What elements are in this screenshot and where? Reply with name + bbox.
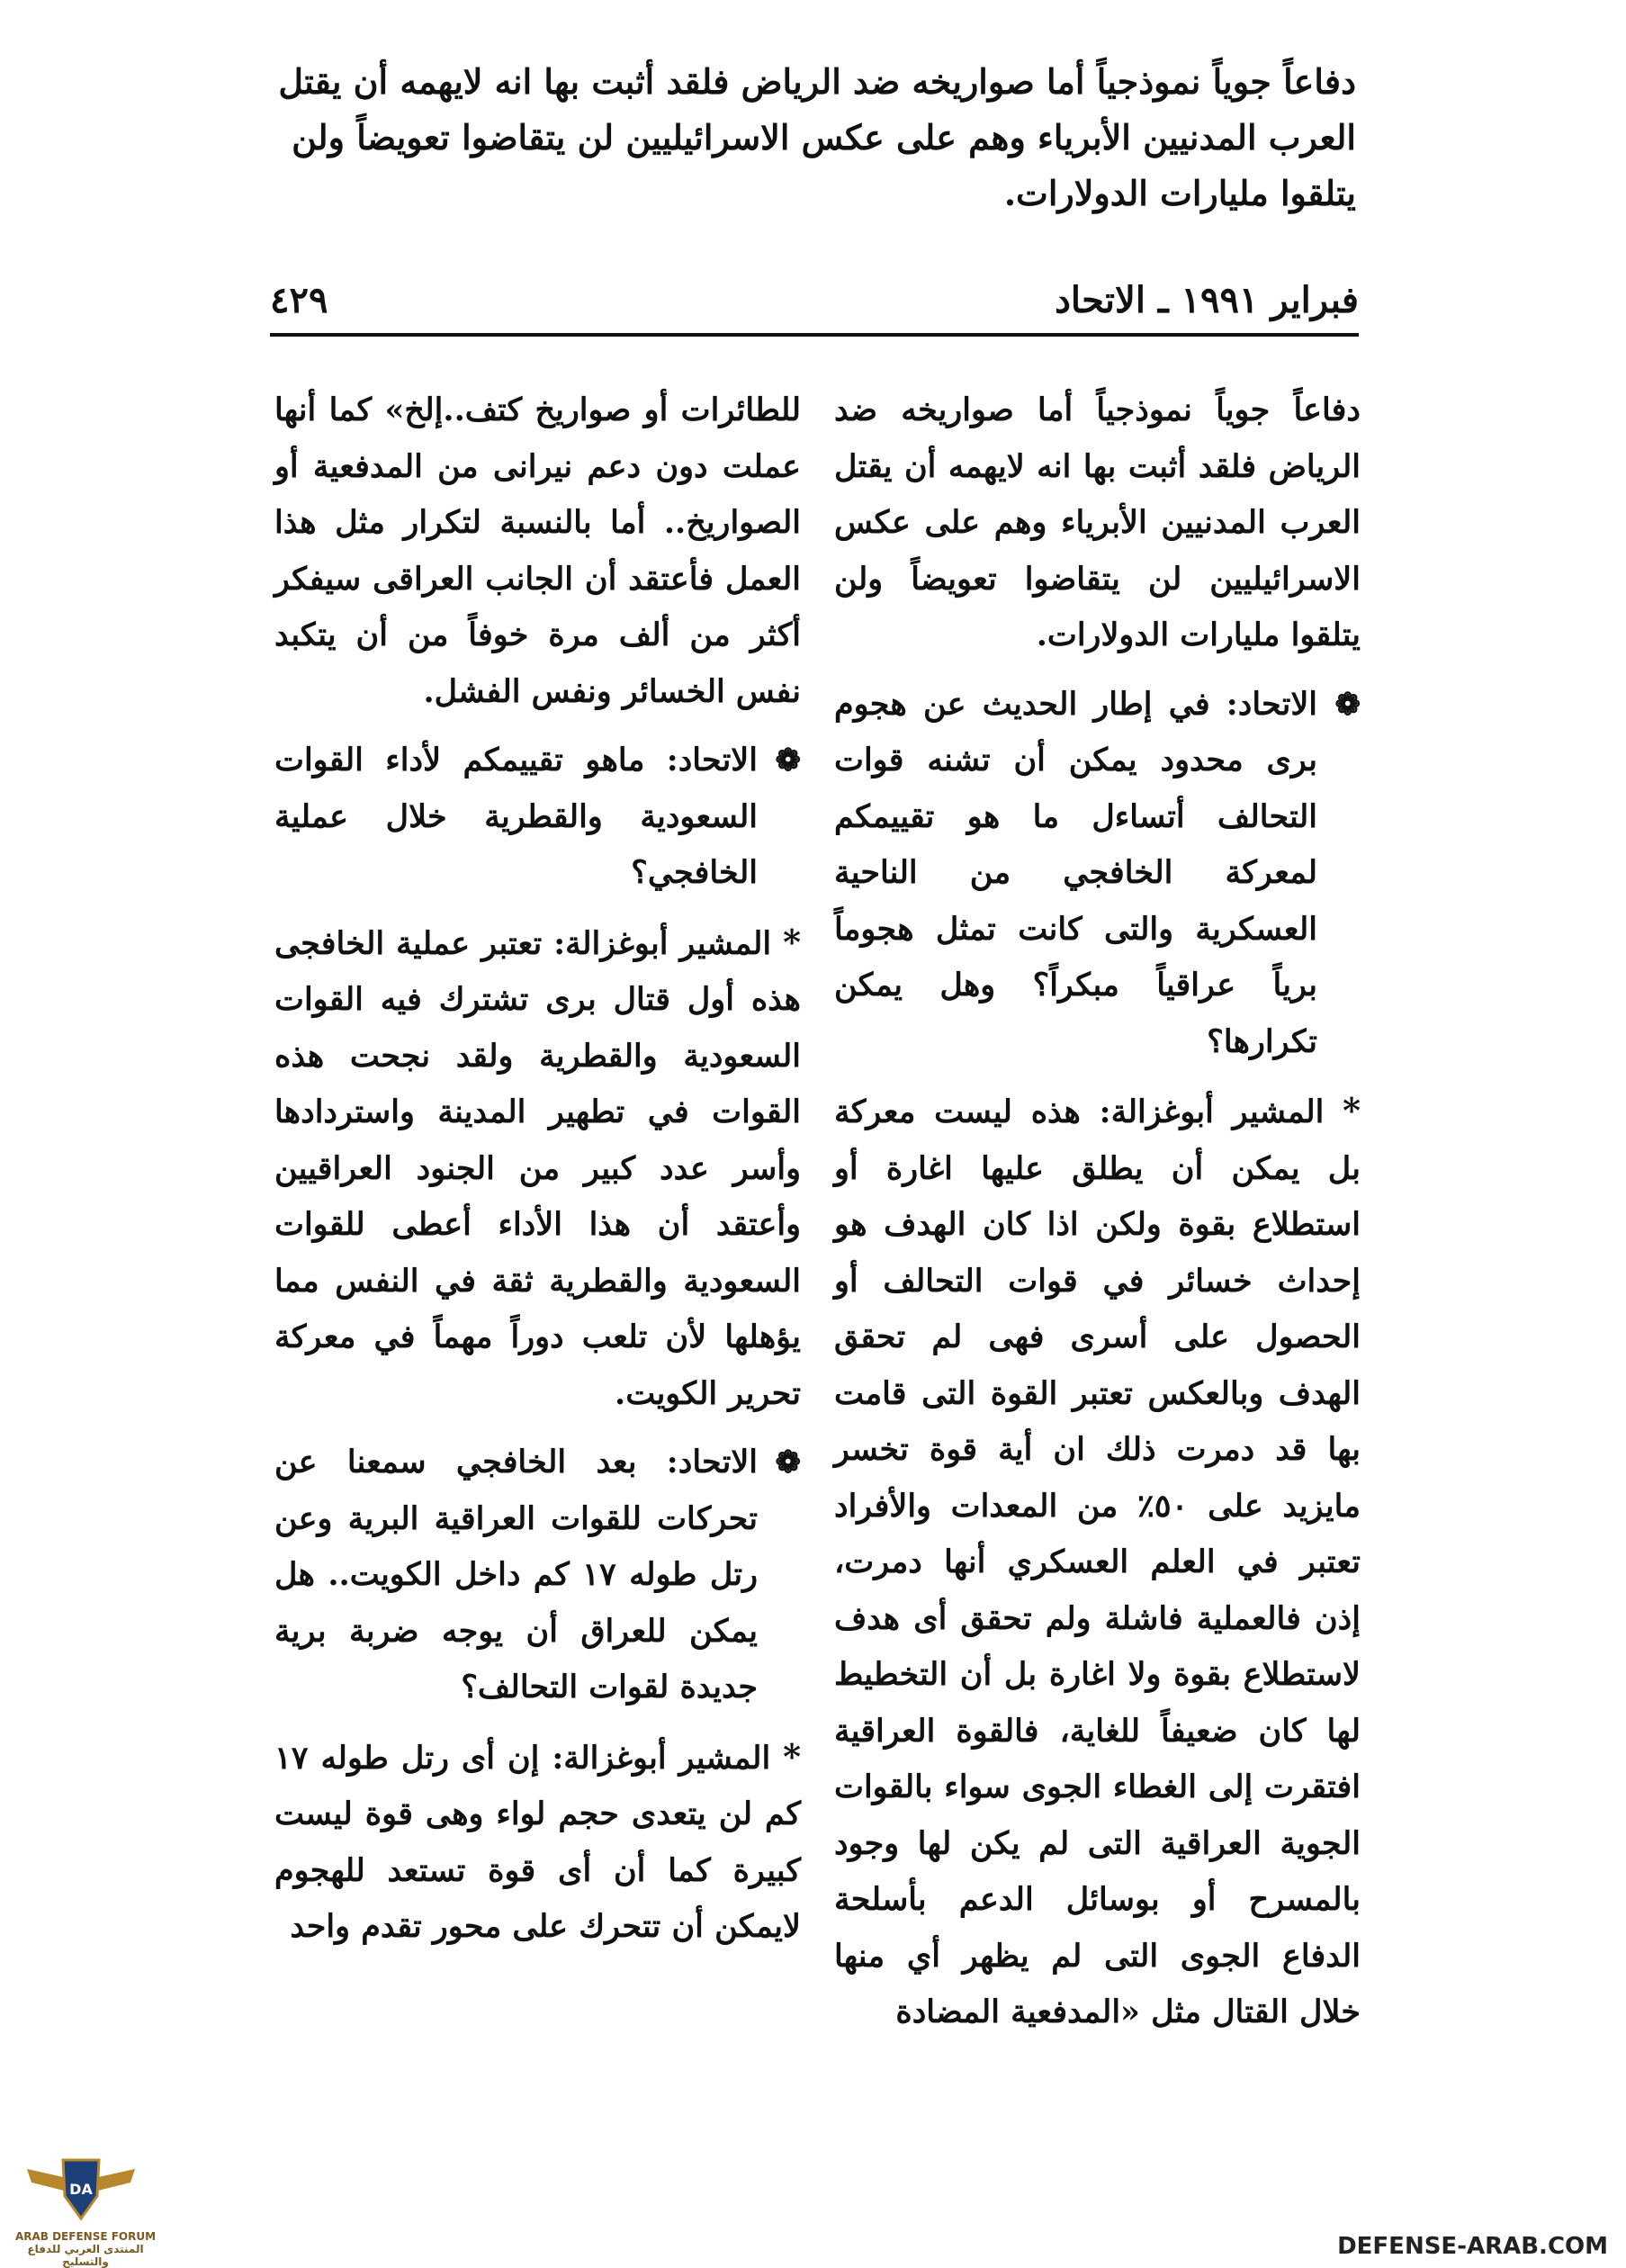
paragraph: للطائرات أو صواريخ كتف..إلخ» كما أنها عملت دون دعم نيرانى من المدفعية أو الصواريخ.. أما بالنسبة لتكرار مثل هذا العمل فأعتقد أن الجانب العراقى سيفكر أكثر من ألف مرة خوفاً من أن يتكبد نفس الخسائر ونفس الفشل. [274, 392, 801, 710]
answer-text: المشير أبوغزالة: تعتبر عملية الخافجى هذه أول قتال برى تشترك فيه القوات السعودية والقطرية ولقد نجحت هذه القوات في تطهير المدينة واستردادها وأسر عدد كبير من الجنود العراقيين وأعتقد أن هذا الأداء أعطى للقوات السعودية والقطرية ثقة في النفس مما يؤهلها لأن تلعب دوراً مهماً في معركة تحرير الكويت. [274, 924, 801, 1412]
question-text: الاتحاد: في إطار الحديث عن هجوم برى محدود يمكن أن تشنه قوات التحالف أتساءل ما هو تقييمكم لمعركة الخافجي من الناحية العسكرية والتى كانت تمثل هجوماً برياً عراقياً مبكراً؟ وهل يمكن تكرارها؟ [834, 685, 1317, 1060]
answer-text: المشير أبوغزالة: هذه ليست معركة بل يمكن أن يطلق عليها اغارة أو استطلاع بقوة ولكن اذا كان الهدف هو إحداث خسائر في قوات التحالف أو الحصول على أسرى فهى لم تحقق الهدف وبالعكس تعتبر القوة التى قامت بها قد دمرت ذلك ان أية قوة تخسر مايزيد على ٥٠٪ من المعدات والأفراد تعتبر في العلم العسكري أنها دمرت، إذن فالعملية فاشلة ولم تحقق أى هدف لاستطلاع بقوة ولا اغارة بل أن التخطيط لها كان ضعيفاً للغاية، فالقوة العراقية افتقرت إلى الغطاء الجوى سواء بالقوات الجوية العراقية التى لم يكن لها وجود بالمسرح أو بوسائل الدعم بأسلحة الدفاع الجوى التى لم يظهر أي منها خلال القتال مثل «المدفعية المضادة [834, 1094, 1361, 2030]
star-icon: * [1343, 1090, 1361, 1130]
paragraph: دفاعاً جوياً نموذجياً أما صواريخه ضد الرياض فلقد أثبت بها انه لايهمه أن يقتل العرب المدنيين الأبرياء وهم على عكس الاسرائيليين لن يتقاضوا تعويضاً ولن يتلقوا مليارات الدولارات. [834, 392, 1361, 653]
header-title: فبراير ١٩٩١ ـ الاتحاد [1055, 279, 1359, 321]
question-paragraph [834, 677, 1361, 1071]
question-paragraph [274, 733, 801, 902]
right-column [834, 382, 1361, 2054]
logo-caption [9, 2230, 162, 2268]
shield-wings-icon [27, 2142, 135, 2232]
star-icon: * [783, 1735, 802, 1777]
top-fragment-text: دفاعاً جوياً نموذجياً أما صواريخه ضد الرياض فلقد أثبت بها انه لايهمه أن يقتل العرب المدنيين الأبرياء وهم على عكس الاسرائيليين لن يتقاضوا تعويضاً ولن يتلقوا مليارات الدولارات. [278, 61, 1356, 213]
bullet-icon: ❁ [1334, 686, 1361, 723]
question-paragraph [274, 1435, 801, 1716]
top-fragment [276, 54, 1356, 221]
bullet-icon: ❁ [775, 1444, 801, 1480]
answer-paragraph [274, 914, 801, 1423]
site-watermark: DEFENSE-ARAB.COM [1337, 2233, 1608, 2260]
star-icon: * [783, 921, 802, 962]
left-column [274, 382, 801, 1968]
answer-text: المشير أبوغزالة: إن أى رتل طوله ١٧ كم لن يتعدى حجم لواء وهى قوة ليست كبيرة كما أن أى قوة تستعد للهجوم لايمكن أن تتحرك على محور تقدم واحد [274, 1739, 801, 1945]
answer-paragraph [834, 1083, 1361, 2041]
question-text: الاتحاد: بعد الخافجي سمعنا عن تحركات للقوات العراقية البرية وعن رتل طوله ١٧ كم داخل الكويت.. هل يمكن للعراق أن يوجه ضربة برية جديدة لقوات التحالف؟ [274, 1444, 759, 1706]
running-header [270, 279, 1359, 337]
logo-subtitle: المنتدى العربي للدفاع والتسليح [27, 2243, 144, 2268]
page-number: ٤٢٩ [270, 279, 328, 321]
answer-paragraph [274, 1729, 801, 1956]
logo-initials: DA [69, 2181, 93, 2198]
logo-title: ARAB DEFENSE FORUM [14, 2230, 157, 2243]
question-text: الاتحاد: ماهو تقييمكم لأداء القوات السعودية والقطرية خلال عملية الخافجي؟ [274, 742, 758, 891]
bullet-icon: ❁ [775, 742, 801, 778]
